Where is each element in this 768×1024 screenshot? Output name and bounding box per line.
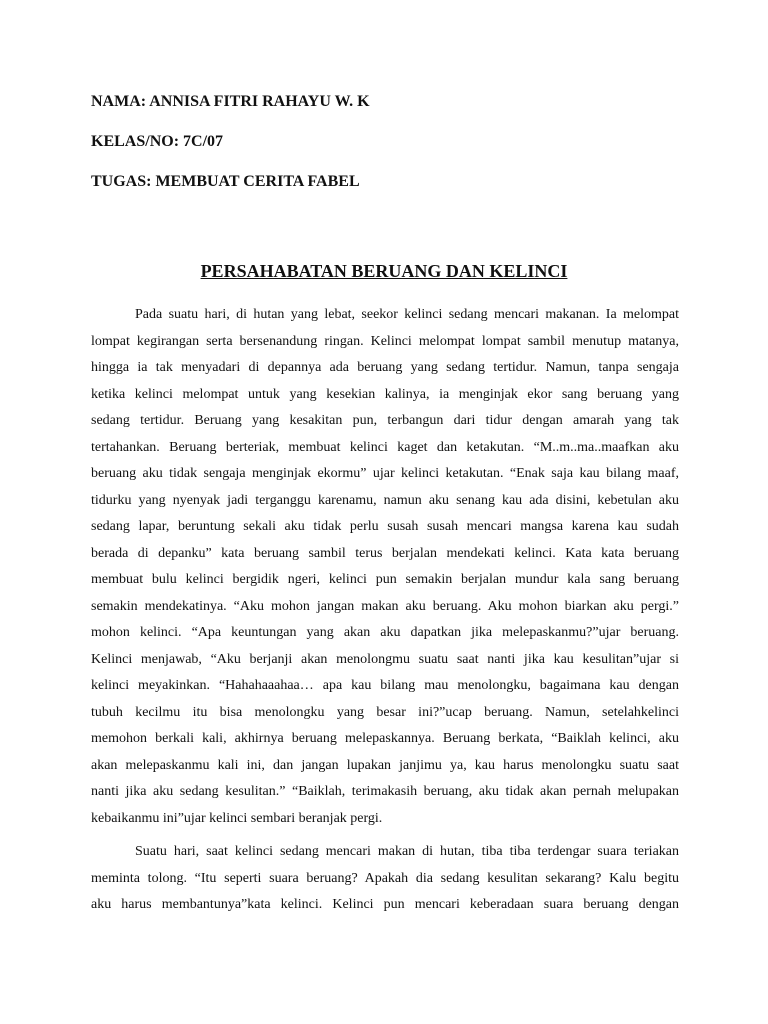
assignment-title: TUGAS: MEMBUAT CERITA FABEL bbox=[91, 173, 360, 190]
paragraph-line: kelinci meyakinkan. “Hahahaaahaa… apa kau bilang mau menolongku, bagaimana kau dengan bbox=[91, 678, 679, 693]
story-title: PERSAHABATAN BERUANG DAN KELINCI bbox=[200, 261, 568, 281]
paragraph-line: tertahankan. Beruang berteriak, membuat kelinci kaget dan ketakutan. “M..m..ma..maafkan aku bbox=[91, 439, 679, 455]
paragraph-line: meminta tolong. “Itu seperti suara beruang? Apakah dia sedang kesulitan sekarang? Kalu begitu bbox=[91, 870, 679, 886]
paragraph-line: akan melepaskanmu kali ini, dan jangan lupakan janjimu ya, kau harus menolongku suatu saat bbox=[91, 757, 679, 773]
paragraph-line: Pada suatu hari, di hutan yang lebat, seekor kelinci sedang mencari makanan. Ia melompat bbox=[135, 307, 679, 322]
paragraph-line: tidurku yang nyenyak jadi terganggu karenamu, namun aku senang kau ada disini, kebetulan aku bbox=[91, 492, 679, 508]
paragraph-line: memohon berkali kali, akhirnya beruang melepaskannya. Beruang berkata, “Baiklah kelinci, aku bbox=[91, 731, 679, 746]
paragraph-line: semakin mendekatinya. “Aku mohon jangan makan aku beruang. Aku mohon biarkan aku pergi.” bbox=[91, 598, 679, 614]
paragraph-line: mohon kelinci. “Apa keuntungan yang akan aku dapatkan jika melepaskanmu?”ujar beruang. bbox=[91, 625, 679, 640]
story-paragraph bbox=[91, 839, 679, 919]
paragraph-line: hingga ia tak menyadari di depannya ada beruang yang sedang tertidur. Namun, tanpa sengaja bbox=[91, 360, 679, 375]
paragraph-line: ketika kelinci melompat untuk yang kesekian kalinya, ia menginjak ekor sang beruang yang bbox=[91, 386, 679, 402]
paragraph-line: beruang aku tidak sengaja menginjak ekormu” ujar kelinci ketakutan. “Enak saja kau bilang maaf, bbox=[91, 466, 679, 481]
student-name: NAMA: ANNISA FITRI RAHAYU W. K bbox=[91, 93, 370, 110]
paragraph-line: membuat bulu kelinci bergidik ngeri, kelinci pun semakin berjalan mundur kala sang beruang bbox=[91, 572, 679, 587]
paragraph-line: nanti jika aku sedang kesulitan.” “Baiklah, terimakasih beruang, aku tidak akan pernah melupakan bbox=[91, 784, 679, 799]
story-paragraph bbox=[91, 302, 679, 832]
paragraph-line: lompat kegirangan serta bersenandung ringan. Kelinci melompat lompat sambil menutup matanya, bbox=[91, 333, 679, 349]
paragraph-line: aku harus membantunya”kata kelinci. Kelinci pun mencari keberadaan suara beruang dengan bbox=[91, 897, 679, 912]
paragraph-line: sedang lapar, beruntung sekali aku tidak perlu susah susah mencari mangsa karena kau sudah bbox=[91, 519, 679, 534]
paragraph-line: sedang tertidur. Beruang yang kesakitan pun, terbangun dari tidur dengan amarah yang tak bbox=[91, 413, 679, 428]
paragraph-line: tubuh kecilmu itu bisa menolongku yang besar ini?”ucap beruang. Namun, setelahkelinci bbox=[91, 704, 679, 720]
paragraph-line: Kelinci menjawab, “Aku berjanji akan menolongmu suatu saat nanti jika kau kesulitan”ujar si bbox=[91, 651, 679, 667]
paragraph-line: Suatu hari, saat kelinci sedang mencari makan di hutan, tiba tiba terdengar suara teriakan bbox=[135, 844, 679, 859]
class-number: KELAS/NO: 7C/07 bbox=[91, 133, 224, 150]
paragraph-line: kebaikanmu ini”ujar kelinci sembari beranjak pergi. bbox=[91, 810, 383, 826]
paragraph-line: berada di depanku” kata beruang sambil terus berjalan mendekati kelinci. Kata kata beruang bbox=[91, 545, 679, 561]
story-body bbox=[91, 302, 679, 919]
student-header bbox=[91, 92, 691, 212]
